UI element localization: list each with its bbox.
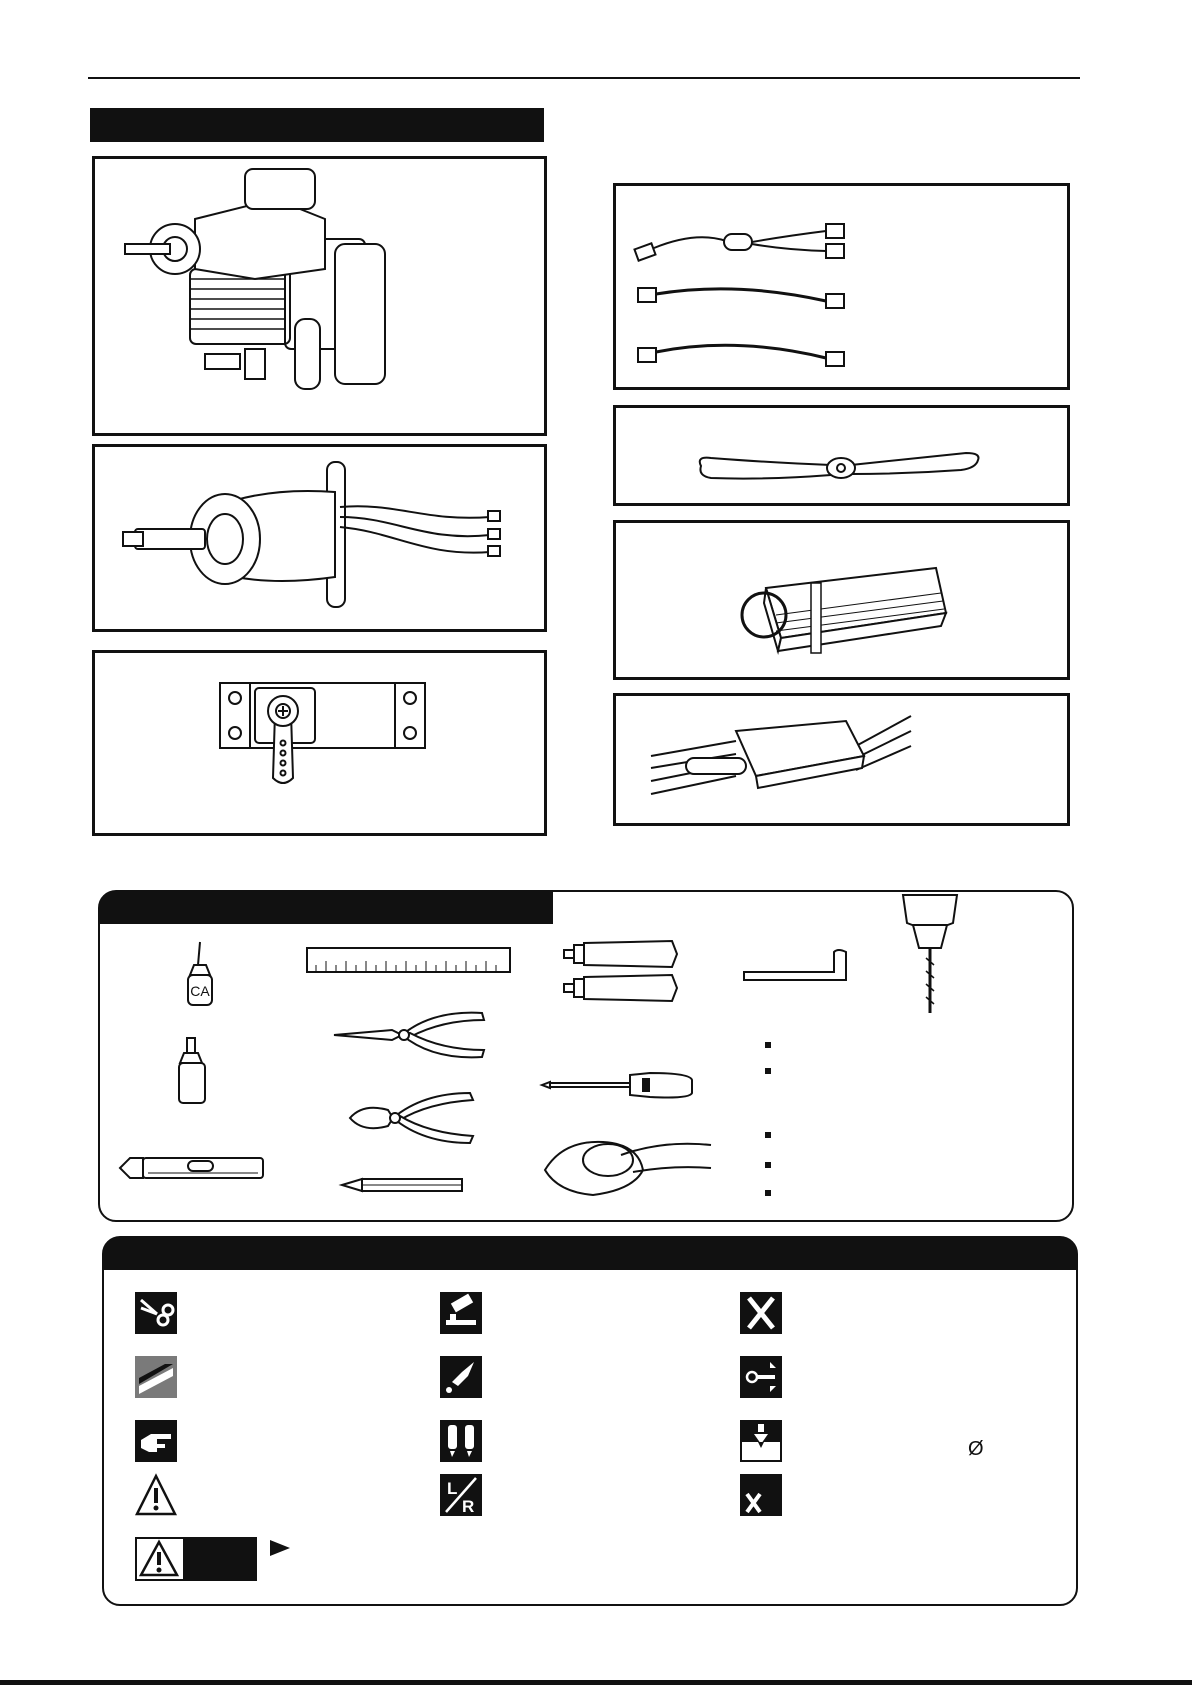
pencil-icon — [340, 1176, 468, 1194]
servo-leads-panel — [613, 183, 1070, 390]
list-bullet — [765, 1132, 771, 1138]
ruler-icon — [306, 947, 511, 973]
hex-wrench-icon — [742, 948, 852, 988]
list-bullet — [765, 1162, 771, 1168]
header-rule — [88, 77, 1080, 79]
warning-icon — [135, 1474, 177, 1516]
caution-warning-icon — [135, 1537, 257, 1581]
svg-text:L: L — [447, 1479, 458, 1498]
speed-controller-illustration — [616, 696, 1073, 829]
epoxy-tubes-icon — [440, 1420, 482, 1462]
epoxy-tubes-icon — [562, 937, 682, 1007]
svg-text:R: R — [462, 1497, 475, 1516]
servo-illustration — [95, 653, 550, 839]
cut-icon — [135, 1292, 177, 1334]
glue-icon — [440, 1292, 482, 1334]
lipo-battery-illustration — [616, 523, 1073, 683]
oil-bottle-icon — [172, 1033, 212, 1108]
needle-nose-pliers-icon — [332, 1005, 492, 1065]
wire-cutters-icon — [348, 1088, 478, 1148]
y-lead-illustration — [616, 186, 1073, 393]
drill-hole-icon — [740, 1420, 782, 1462]
left-right-icon — [440, 1474, 482, 1516]
list-bullet — [765, 1190, 771, 1196]
covering-iron-icon — [543, 1130, 713, 1200]
diameter-symbol: Ø — [968, 1438, 984, 1460]
servo-panel — [92, 650, 547, 836]
cut-off-icon — [740, 1292, 782, 1334]
apply-drop-icon — [440, 1356, 482, 1398]
symbols-section-header — [103, 1237, 1077, 1270]
tools-section-header — [99, 891, 553, 924]
do-not-icon — [740, 1474, 782, 1516]
sand-icon — [135, 1356, 177, 1398]
drill-icon — [895, 893, 965, 1018]
list-bullet — [765, 1042, 771, 1048]
section-header-left — [90, 108, 544, 142]
ca-glue-bottle-icon — [180, 940, 220, 1010]
arrow-right-icon — [270, 1540, 290, 1556]
screwdriver-icon — [540, 1065, 695, 1105]
pointing-hand-icon — [135, 1420, 177, 1462]
esc-panel — [613, 693, 1070, 826]
battery-panel — [613, 520, 1070, 680]
brushless-motor-illustration — [95, 447, 550, 635]
svg-text:CA: CA — [190, 983, 210, 999]
page-bottom-rule — [0, 1680, 1192, 1685]
propeller-panel — [613, 405, 1070, 506]
engine-panel — [92, 156, 547, 436]
electric-motor-panel — [92, 444, 547, 632]
propeller-illustration — [616, 408, 1073, 509]
screw-rotate-icon — [740, 1356, 782, 1398]
list-bullet — [765, 1068, 771, 1074]
glow-engine-illustration — [95, 159, 550, 439]
hobby-knife-icon — [118, 1153, 268, 1183]
